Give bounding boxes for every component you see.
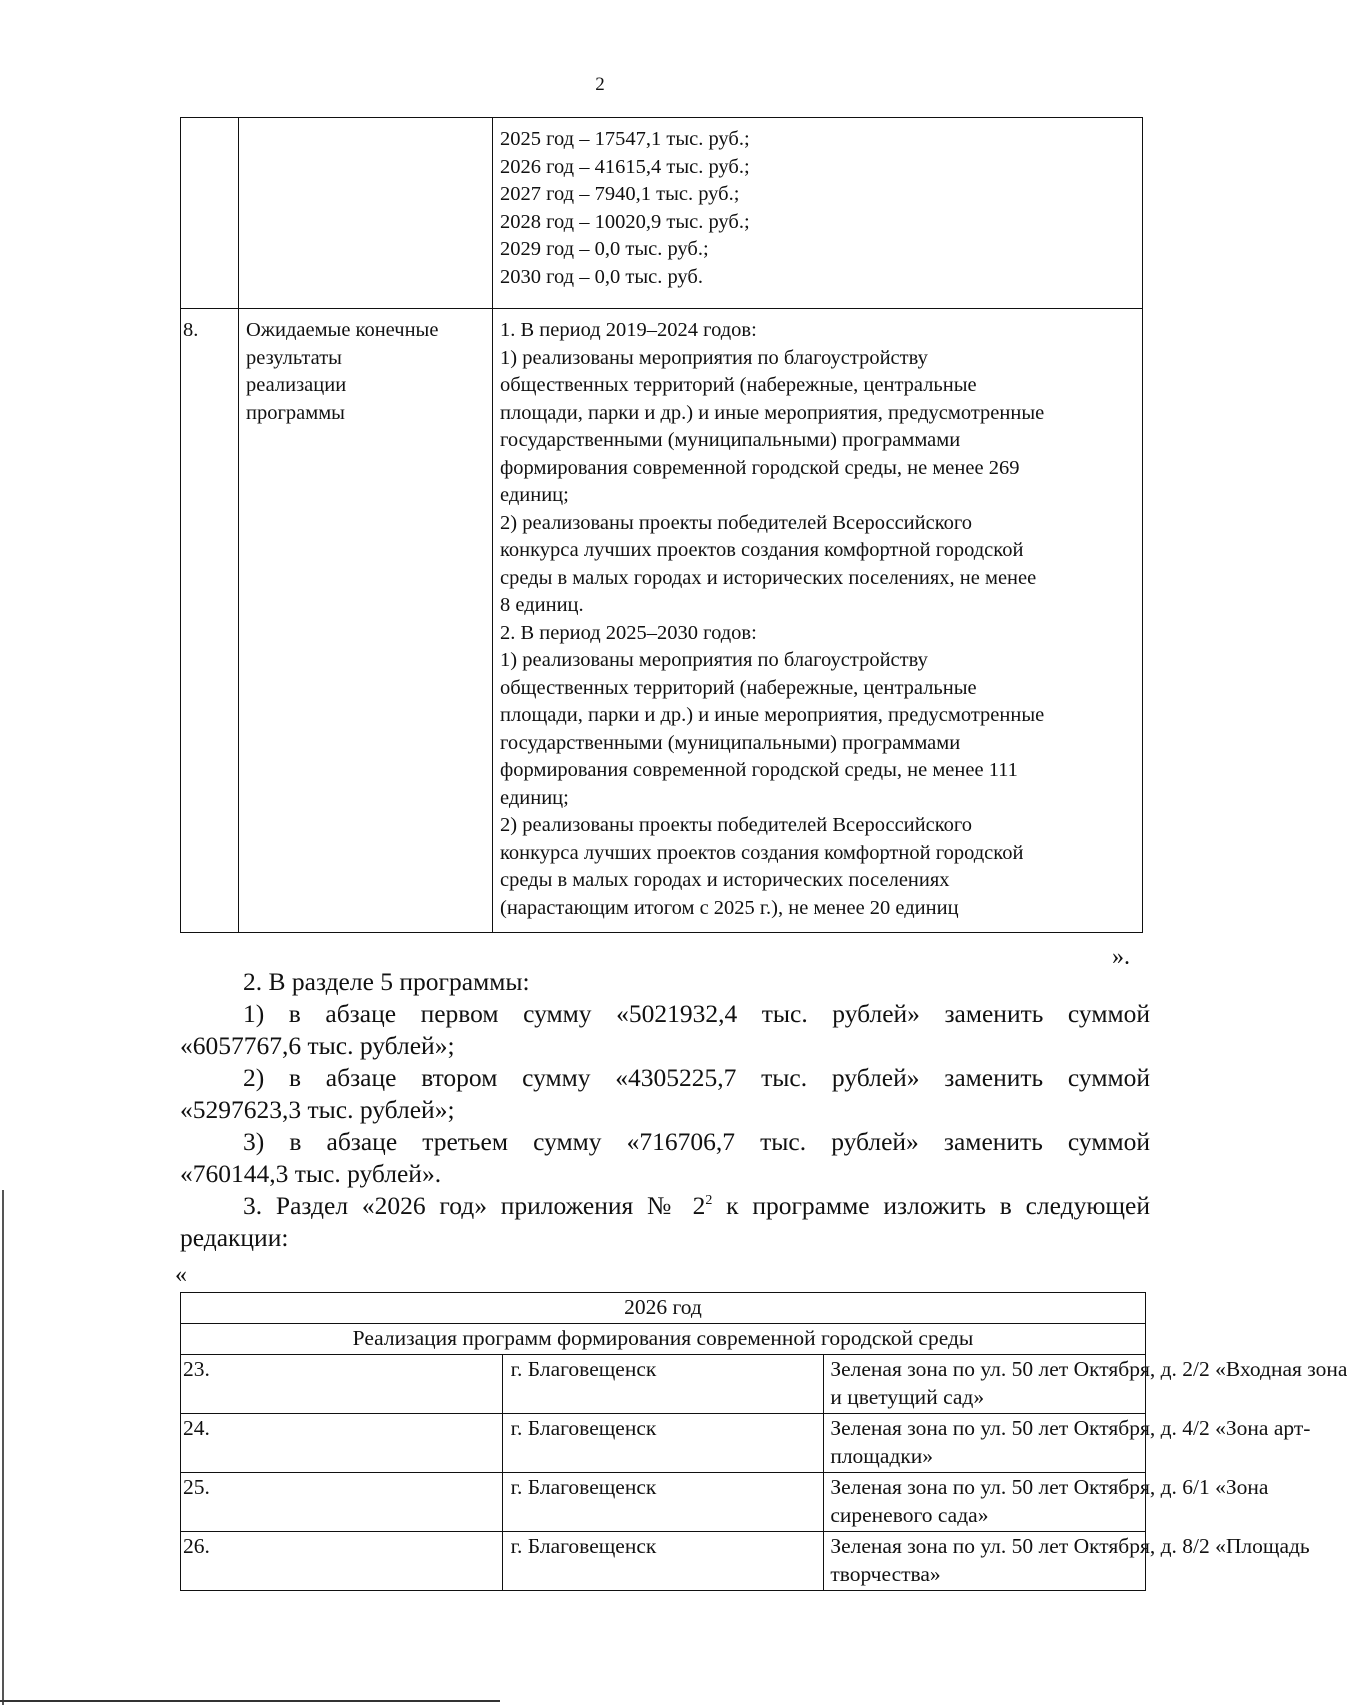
- object-line: и цветущий сад»: [830, 1385, 985, 1409]
- results-line: общественных территорий (набережные, центральные: [500, 676, 977, 699]
- superscript: 2: [705, 1193, 713, 1208]
- table-row: [181, 1324, 1146, 1355]
- subheader: Реализация программ формирования современной городской среды: [181, 1324, 1146, 1355]
- financing-line: 2025 год – 17547,1 тыс. руб.;: [500, 128, 750, 150]
- amendment-item: [180, 1126, 1150, 1190]
- results-line: конкурса лучших проектов создания комфортной городской: [500, 841, 1024, 864]
- results-line: государственными (муниципальными) программами: [500, 731, 961, 754]
- row-name-line: результаты: [246, 346, 342, 369]
- section-2: [180, 966, 1150, 1254]
- opening-quote: «: [175, 1262, 187, 1288]
- object-cell: [824, 1355, 1347, 1414]
- object-cell: [824, 1532, 1310, 1591]
- results-line: среды в малых городах и исторических поселениях, не менее: [500, 566, 1037, 589]
- city-cell: г. Благовещенск: [502, 1473, 824, 1532]
- results-line: единиц;: [500, 484, 569, 506]
- city-cell: г. Благовещенск: [502, 1414, 824, 1473]
- financing-line: 2029 год – 0,0 тыс. руб.;: [500, 238, 709, 260]
- object-line: сиреневого сада»: [830, 1503, 989, 1527]
- page-number: 2: [595, 74, 605, 95]
- amendment-item: [180, 998, 1150, 1062]
- row-number-cell: 26.: [181, 1532, 503, 1591]
- amendment-line: «760144,3 тыс. рублей».: [180, 1159, 442, 1188]
- object-cell: [824, 1414, 1311, 1473]
- row-name-line: Ожидаемые конечные: [246, 319, 439, 341]
- financing-line: 2030 год – 0,0 тыс. руб.: [500, 265, 703, 288]
- section-3-line: редакции:: [180, 1223, 289, 1252]
- table-row: [181, 1414, 1146, 1473]
- row-number-cell: [181, 118, 239, 309]
- results-line: площади, парки и др.) и иные мероприятия, предусмотренные: [500, 704, 1045, 726]
- object-line: творчества»: [830, 1562, 941, 1586]
- object-line: площадки»: [830, 1444, 934, 1468]
- financing-line: 2026 год – 41615,4 тыс. руб.;: [500, 155, 750, 178]
- object-cell: [824, 1473, 1269, 1532]
- results-line: общественных территорий (набережные, центральные: [500, 374, 977, 396]
- results-line: формирования современной городской среды, не менее 111: [500, 759, 1018, 781]
- section-3-line: [180, 1190, 1150, 1222]
- section-3-text: к программе изложить в следующей: [712, 1191, 1151, 1220]
- financing-line: 2027 год – 7940,1 тыс. руб.;: [500, 183, 740, 205]
- scan-edge-line: [2, 1190, 4, 1705]
- section-3-text: 3. Раздел «2026 год» приложения № 2: [243, 1191, 706, 1220]
- results-line: 8 единиц.: [500, 594, 584, 616]
- row-number-cell: 23.: [181, 1355, 503, 1414]
- row-name-cell: [239, 309, 493, 933]
- results-cell: [493, 309, 1143, 933]
- row-number-cell: 24.: [181, 1414, 503, 1473]
- program-passport-table: [180, 117, 1143, 933]
- amendment-line: «6057767,6 тыс. рублей»;: [180, 1031, 455, 1060]
- results-line: 1. В период 2019–2024 годов:: [500, 319, 757, 341]
- object-line: Зеленая зона по ул. 50 лет Октября, д. 8/2 «Площадь: [830, 1534, 1310, 1558]
- table-row: [181, 1473, 1146, 1532]
- results-line: формирования современной городской среды, не менее 269: [500, 456, 1020, 479]
- section-3: [180, 1190, 1150, 1254]
- row-name-line: реализации: [246, 374, 347, 396]
- results-line: 1) реализованы мероприятия по благоустройству: [500, 649, 928, 671]
- table-row: [181, 1532, 1146, 1591]
- financing-line: 2028 год – 10020,9 тыс. руб.;: [500, 210, 750, 233]
- row-name-cell: [239, 118, 493, 309]
- objects-table: [180, 1292, 1347, 1591]
- object-line: Зеленая зона по ул. 50 лет Октября, д. 4/2 «Зона арт-: [830, 1416, 1311, 1440]
- amendment-line: 3) в абзаце третьем сумму «716706,7 тыс. рублей» заменить суммой: [243, 1127, 1150, 1156]
- closing-quote: ».: [1112, 944, 1130, 970]
- scan-edge-line: [0, 1700, 500, 1702]
- financing-values-cell: [493, 118, 1143, 309]
- results-line: государственными (муниципальными) программами: [500, 429, 961, 451]
- city-cell: г. Благовещенск: [502, 1355, 824, 1414]
- results-line: среды в малых городах и исторических поселениях: [500, 869, 950, 891]
- results-line: единиц;: [500, 786, 569, 809]
- row-number-cell: 25.: [181, 1473, 503, 1532]
- section-2-heading: 2. В разделе 5 программы:: [243, 967, 530, 996]
- amendment-line: «5297623,3 тыс. рублей»;: [180, 1095, 455, 1124]
- results-line: 2) реализованы проекты победителей Всероссийского: [500, 814, 973, 836]
- results-line: 2) реализованы проекты победителей Всероссийского: [500, 511, 973, 534]
- object-line: Зеленая зона по ул. 50 лет Октября, д. 6/1 «Зона: [830, 1475, 1269, 1499]
- table-row: [181, 118, 1143, 309]
- results-line: 1) реализованы мероприятия по благоустройству: [500, 346, 928, 369]
- row-name-line: программы: [246, 401, 345, 424]
- results-line: (нарастающим итогом с 2025 г.), не менее 20 единиц: [500, 896, 959, 919]
- table-row: [181, 1355, 1146, 1414]
- row-number-cell: 8.: [181, 309, 239, 933]
- table-row: [181, 309, 1143, 933]
- results-line: 2. В период 2025–2030 годов:: [500, 621, 757, 644]
- results-line: конкурса лучших проектов создания комфортной городской: [500, 539, 1024, 561]
- object-line: Зеленая зона по ул. 50 лет Октября, д. 2/2 «Входная зона: [830, 1357, 1347, 1381]
- table-row: [181, 1293, 1146, 1324]
- amendment-item: [180, 1062, 1150, 1126]
- results-line: площади, парки и др.) и иные мероприятия, предусмотренные: [500, 401, 1045, 424]
- amendment-line: 1) в абзаце первом сумму «5021932,4 тыс. рублей» заменить суммой: [243, 999, 1150, 1028]
- year-header: 2026 год: [181, 1293, 1146, 1324]
- amendment-line: 2) в абзаце втором сумму «4305225,7 тыс. рублей» заменить суммой: [243, 1063, 1150, 1092]
- city-cell: г. Благовещенск: [502, 1532, 824, 1591]
